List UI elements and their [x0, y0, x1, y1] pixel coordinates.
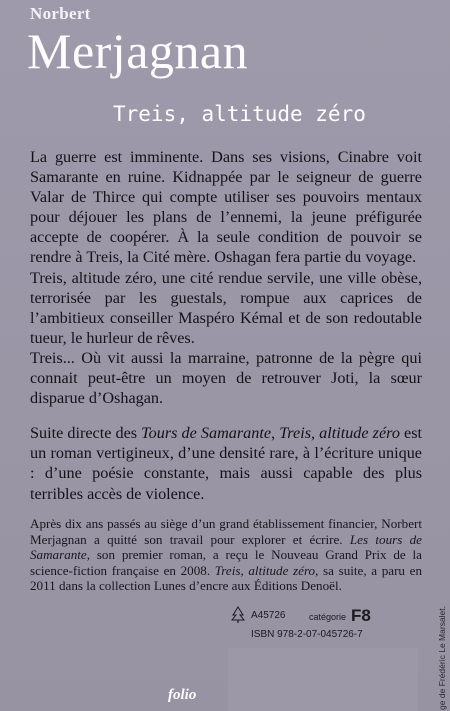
publisher-logo: folio [168, 687, 197, 703]
book-title: Treis, altitude zéro [113, 102, 366, 126]
category-label: catégorie [309, 612, 347, 622]
bio-text: , sa suite, a paru en 2011 dans la collection Lunes d’encre aux Éditions Denoël. [30, 562, 422, 594]
category-code: F8 [351, 606, 371, 625]
series-title: Tours de Samarante [141, 424, 272, 443]
blurb-summary [30, 423, 422, 503]
author-last-name: Merjagnan [27, 23, 249, 79]
blurb-paragraph: La guerre est imminente. Dans ses visions, Cinabre voit Samarante en ruine. Kidnappée par le seigneur de guerre Valar de Thirce qui compte utiliser ses pouvoirs mentaux pour déjouer les plans de l’ennemi, la jeune préfigurée accepte de coopérer. À la seule condition de pouvoir se rendre à Treis, la Cité mère. Oshagan fera partie du voyage. [30, 148, 422, 267]
blurb-summary-prefix: Suite directe des [30, 424, 142, 443]
product-code: A45726 [251, 610, 286, 621]
author-first-name: Norbert [30, 4, 91, 23]
bio-text: Après dix ans passés au siège d’un grand établissement financier, Norbert Merjagnan a quitté son travail pour explorer et écrire. [30, 516, 422, 547]
isbn: ISBN 978-2-07-045726-7 [251, 629, 363, 640]
separator: , [271, 424, 280, 443]
book-title-italic: Treis, altitude zéro [279, 424, 400, 443]
photo-credit: ge de Frédéric Le Marsalet. [437, 606, 447, 710]
bio-series-title: Les tours de Samarante [30, 531, 422, 563]
tree-logo-icon [230, 606, 246, 624]
author-bio [30, 516, 422, 594]
blurb-summary-rest: est un roman vertigineux, d’une densité rare, à l’écriture unique : d’une poésie constante, mais aussi capable des plus terribles accès de violence. [30, 424, 423, 503]
barcode-area [228, 648, 418, 711]
blurb-paragraph: Treis, altitude zéro, une cité rendue servile, une ville obèse, terrorisée par les guestals, rompue aux caprices de l’ambitieux conseiller Maspéro Kémal et de son redoutable tueur, le hurleur de rêves. [30, 268, 422, 347]
blurb-paragraph: Treis... Où vit aussi la marraine, patronne de la pègre qui connait peut-être un moyen de retrouver Joti, la sœur disparue d’Oshagan. [30, 348, 422, 408]
blurb [30, 147, 422, 504]
bio-book-title: Treis, altitude zéro [214, 562, 316, 578]
bio-text: , son premier roman, a reçu le Nouveau Grand Prix de la science-fiction française en 2008. [30, 547, 422, 578]
